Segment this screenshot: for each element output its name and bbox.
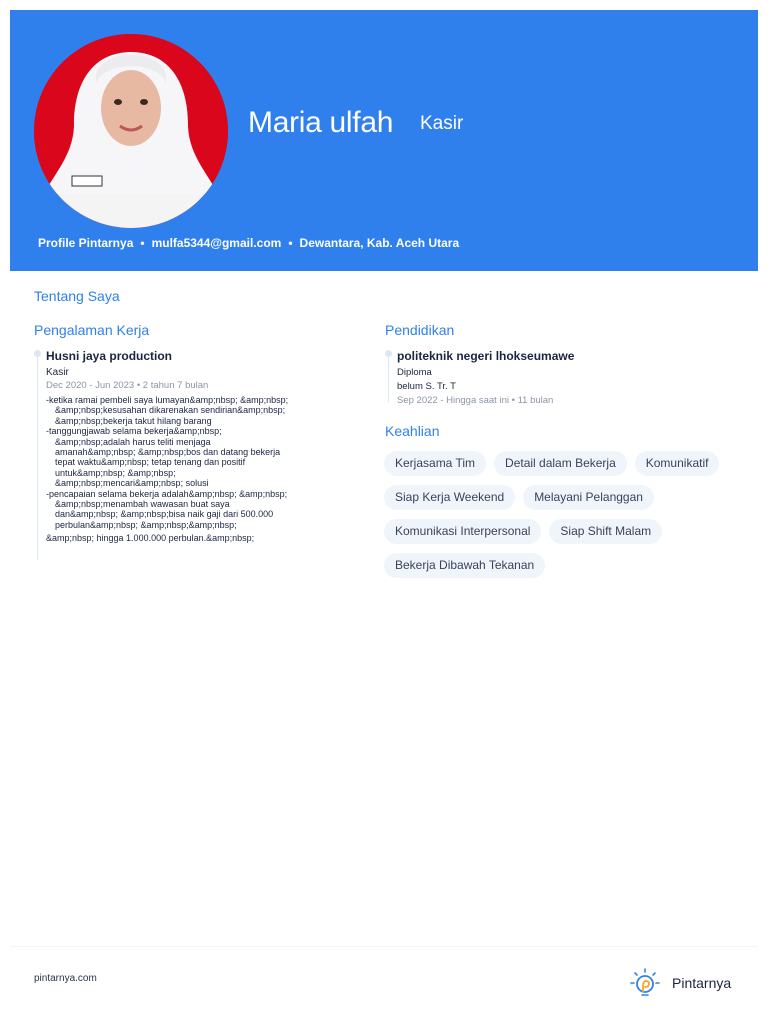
skill-chip: Siap Shift Malam bbox=[549, 519, 662, 544]
timeline-line bbox=[388, 354, 389, 402]
timeline-line bbox=[37, 354, 38, 560]
education-major: belum S. Tr. T bbox=[397, 381, 456, 392]
profile-header bbox=[10, 10, 758, 271]
job-position: Kasir bbox=[46, 367, 69, 378]
education-school: politeknik negeri lhokseumawe bbox=[397, 349, 575, 363]
footer-brand[interactable] bbox=[630, 968, 731, 998]
timeline-dot bbox=[34, 350, 41, 357]
skill-chip: Bekerja Dibawah Tekanan bbox=[384, 553, 545, 578]
skills-list bbox=[384, 451, 744, 578]
separator-dot: • bbox=[288, 236, 293, 250]
job-date: Dec 2020 - Jun 2023 • 2 tahun 7 bulan bbox=[46, 380, 209, 391]
contact-bar bbox=[38, 236, 459, 250]
section-title-about: Tentang Saya bbox=[34, 288, 120, 304]
footer-url[interactable]: pintarnya.com bbox=[34, 973, 97, 984]
skill-chip: Komunikatif bbox=[635, 451, 720, 476]
section-title-experience: Pengalaman Kerja bbox=[34, 322, 150, 338]
profile-role: Kasir bbox=[420, 113, 464, 134]
job-company: Husni jaya production bbox=[46, 349, 173, 363]
profile-photo bbox=[34, 34, 228, 228]
footer-brand-name: Pintarnya bbox=[672, 975, 732, 991]
skill-chip: Siap Kerja Weekend bbox=[384, 485, 515, 510]
job-description-paragraph: -tanggungjawab selama bekerja&amp;nbsp; &amp;nbsp;adalah harus teliti menjaga amanah&amp;nbsp; &amp;nbsp;bos dan datang bekerja tepat waktu&amp;nbsp; tetap tenang dan positif untuk&amp;nbsp; &amp;nbsp; &amp;nbsp;mencari&amp;nbsp; solusi bbox=[46, 426, 281, 489]
contact-email[interactable]: mulfa5344@gmail.com bbox=[151, 236, 282, 250]
contact-location: Dewantara, Kab. Aceh Utara bbox=[299, 236, 460, 250]
footer-divider bbox=[10, 946, 758, 947]
skill-chip: Komunikasi Interpersonal bbox=[384, 519, 541, 544]
timeline-dot bbox=[385, 350, 392, 357]
education-date: Sep 2022 - Hingga saat ini • 11 bulan bbox=[397, 395, 554, 406]
profile-photo-image bbox=[34, 34, 228, 228]
pintarnya-logo-icon bbox=[630, 968, 660, 998]
education-degree: Diploma bbox=[397, 367, 432, 378]
job-description bbox=[46, 395, 346, 544]
skill-chip: Melayani Pelanggan bbox=[523, 485, 654, 510]
separator-dot: • bbox=[140, 236, 145, 250]
job-description-paragraph: -ketika ramai pembeli saya lumayan&amp;nbsp; &amp;nbsp; &amp;nbsp;kesusahan dikarenakan sendirian&amp;nbsp; &amp;nbsp;bekerja takut hilang barang bbox=[46, 395, 289, 426]
section-title-education: Pendidikan bbox=[385, 322, 455, 338]
skill-chip: Detail dalam Bekerja bbox=[494, 451, 627, 476]
job-description-paragraph: -pencapaian selama bekerja adalah&amp;nbsp; &amp;nbsp; &amp;nbsp;menambah wawasan buat saya dan&amp;nbsp; &amp;nbsp;bisa naik gaji dari 500.000 perbulan&amp;nbsp; &amp;nbsp;&amp;nbsp; bbox=[46, 488, 288, 530]
profile-name: Maria ulfah bbox=[248, 106, 394, 139]
job-description-paragraph: &amp;nbsp; hingga 1.000.000 perbulan.&amp;nbsp; bbox=[46, 533, 255, 544]
skill-chip: Kerjasama Tim bbox=[384, 451, 486, 476]
profile-link[interactable]: Profile Pintarnya bbox=[38, 236, 134, 250]
section-title-skills: Keahlian bbox=[385, 423, 440, 439]
